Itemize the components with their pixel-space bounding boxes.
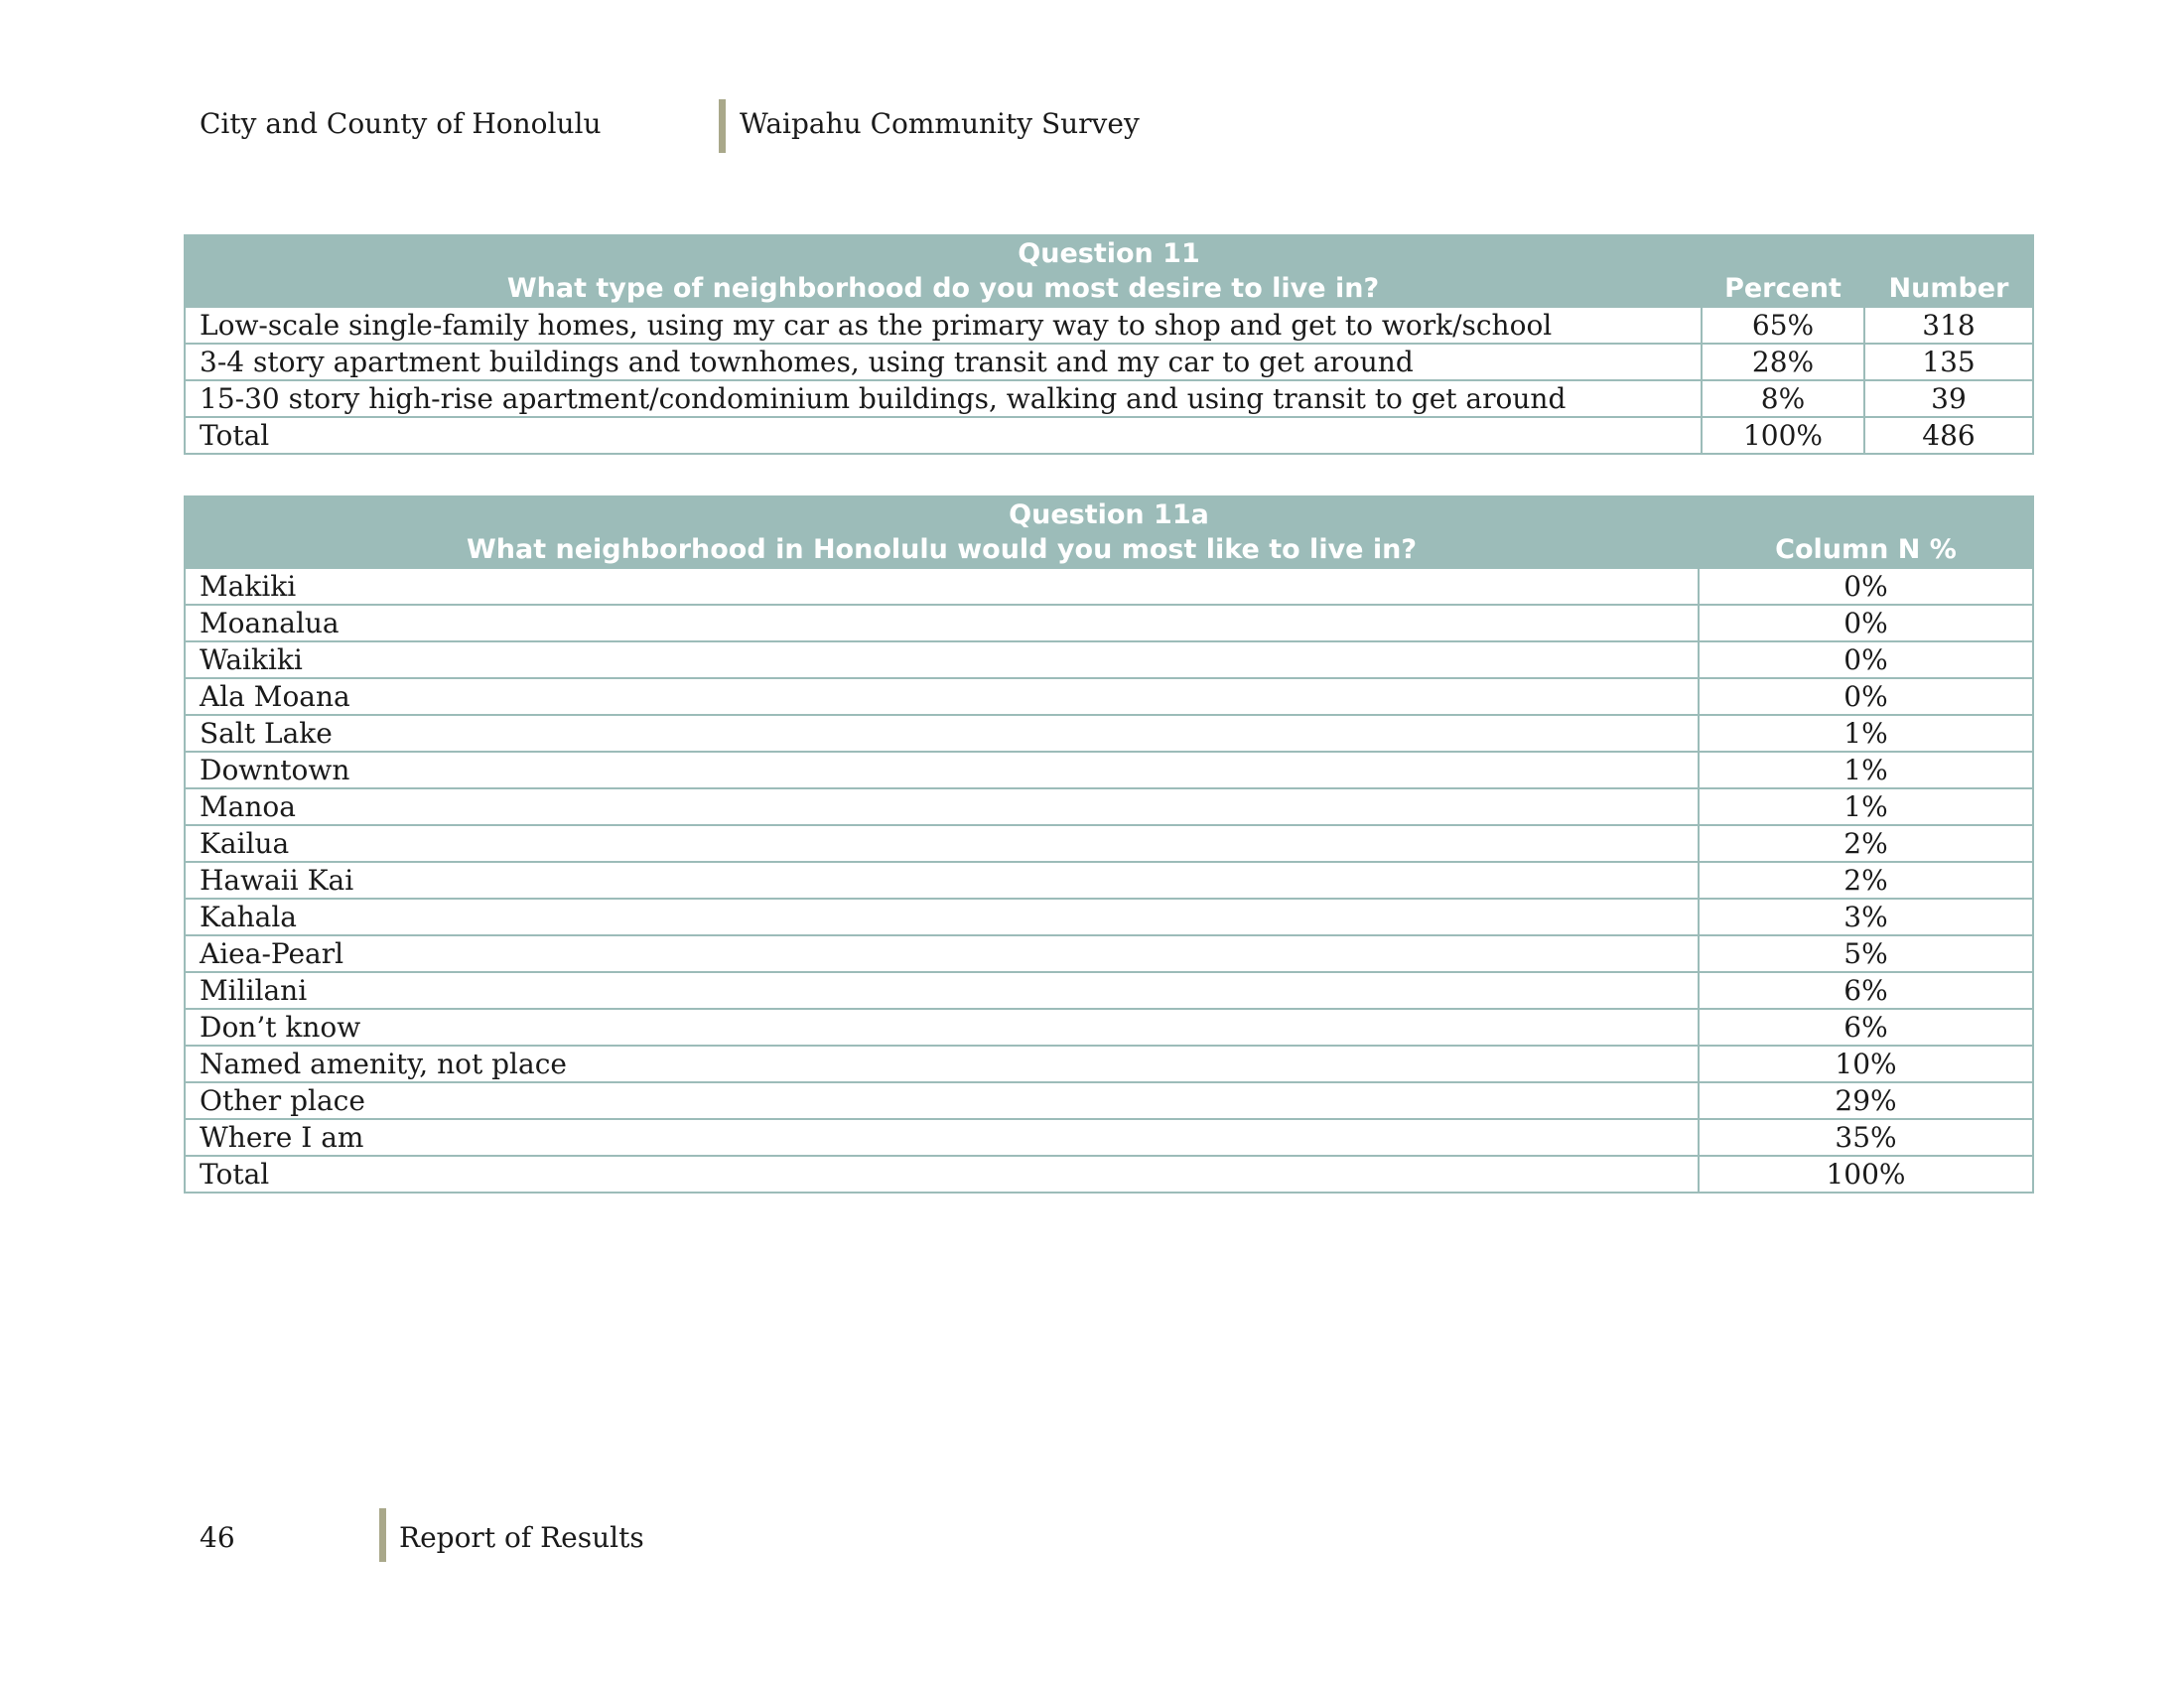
row-number: 39 — [1864, 380, 2033, 417]
row-label: Mililani — [185, 972, 1699, 1009]
table-row — [185, 1009, 2033, 1046]
row-label: Makiki — [185, 568, 1699, 605]
row-pct: 1% — [1699, 788, 2033, 825]
table-row — [185, 899, 2033, 935]
question-11a-table — [184, 495, 2034, 1194]
header-divider — [719, 99, 726, 153]
row-pct: 3% — [1699, 899, 2033, 935]
row-number: 135 — [1864, 344, 2033, 380]
table-row — [185, 825, 2033, 862]
table-row — [185, 344, 2033, 380]
header-org: City and County of Honolulu — [200, 107, 602, 140]
row-label: Other place — [185, 1082, 1699, 1119]
row-label: Named amenity, not place — [185, 1046, 1699, 1082]
row-pct: 0% — [1699, 678, 2033, 715]
footer-title: Report of Results — [399, 1521, 644, 1554]
row-pct: 0% — [1699, 605, 2033, 641]
row-label: Manoa — [185, 788, 1699, 825]
row-label: Low-scale single-family homes, using my car as the primary way to shop and get to work/school — [185, 307, 1702, 344]
table-row — [185, 1119, 2033, 1156]
row-pct: 6% — [1699, 1009, 2033, 1046]
row-pct: 0% — [1699, 641, 2033, 678]
row-pct: 35% — [1699, 1119, 2033, 1156]
row-pct: 100% — [1699, 1156, 2033, 1193]
q11a-question: What neighborhood in Honolulu would you most like to live in? — [185, 532, 1699, 568]
table-row — [185, 307, 2033, 344]
row-percent: 100% — [1702, 417, 1864, 454]
row-percent: 8% — [1702, 380, 1864, 417]
table-row — [185, 972, 2033, 1009]
row-label: 3-4 story apartment buildings and townhomes, using transit and my car to get around — [185, 344, 1702, 380]
row-label: Kailua — [185, 825, 1699, 862]
table-row — [185, 752, 2033, 788]
header-report-title: Waipahu Community Survey — [740, 107, 1140, 140]
row-label: Aiea-Pearl — [185, 935, 1699, 972]
row-label: Waikiki — [185, 641, 1699, 678]
q11a-title: Question 11a — [185, 496, 2033, 532]
table-row-total — [185, 417, 2033, 454]
row-label: Ala Moana — [185, 678, 1699, 715]
row-pct: 0% — [1699, 568, 2033, 605]
q11-title: Question 11 — [185, 235, 2033, 271]
row-label: Hawaii Kai — [185, 862, 1699, 899]
row-label: Moanalua — [185, 605, 1699, 641]
row-label: Kahala — [185, 899, 1699, 935]
question-11-table — [184, 234, 2034, 455]
table-row — [185, 862, 2033, 899]
table-row — [185, 568, 2033, 605]
row-pct: 5% — [1699, 935, 2033, 972]
q11-question: What type of neighborhood do you most desire to live in? — [185, 271, 1702, 307]
footer-divider — [379, 1508, 386, 1562]
row-label: Total — [185, 417, 1702, 454]
table-row — [185, 678, 2033, 715]
table-row — [185, 641, 2033, 678]
row-label: Downtown — [185, 752, 1699, 788]
row-pct: 29% — [1699, 1082, 2033, 1119]
q11a-col-pct: Column N % — [1699, 532, 2033, 568]
row-pct: 1% — [1699, 715, 2033, 752]
table-row — [185, 380, 2033, 417]
row-pct: 2% — [1699, 862, 2033, 899]
row-pct: 10% — [1699, 1046, 2033, 1082]
table-row — [185, 1082, 2033, 1119]
page-number: 46 — [200, 1521, 235, 1554]
row-label: Where I am — [185, 1119, 1699, 1156]
row-pct: 1% — [1699, 752, 2033, 788]
row-label: 15-30 story high-rise apartment/condominium buildings, walking and using transit to get around — [185, 380, 1702, 417]
row-label: Total — [185, 1156, 1699, 1193]
row-label: Don’t know — [185, 1009, 1699, 1046]
table-row — [185, 715, 2033, 752]
q11-col-number: Number — [1864, 271, 2033, 307]
row-pct: 6% — [1699, 972, 2033, 1009]
row-percent: 28% — [1702, 344, 1864, 380]
q11-col-percent: Percent — [1702, 271, 1864, 307]
table-row — [185, 788, 2033, 825]
table-row — [185, 605, 2033, 641]
row-number: 486 — [1864, 417, 2033, 454]
row-pct: 2% — [1699, 825, 2033, 862]
table-row — [185, 1046, 2033, 1082]
table-row — [185, 935, 2033, 972]
row-percent: 65% — [1702, 307, 1864, 344]
row-number: 318 — [1864, 307, 2033, 344]
table-row-total — [185, 1156, 2033, 1193]
row-label: Salt Lake — [185, 715, 1699, 752]
